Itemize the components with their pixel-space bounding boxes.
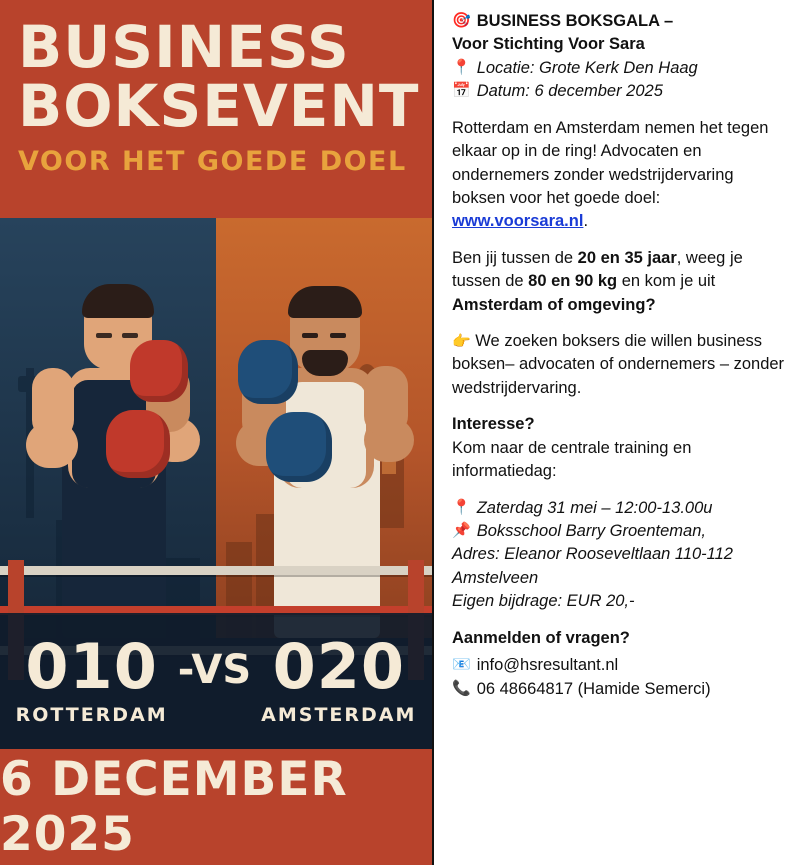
email-icon: 📧: [452, 656, 471, 674]
voorsara-link[interactable]: www.voorsara.nl: [452, 212, 584, 231]
poster-date-band: [0, 749, 432, 865]
contact-phone[interactable]: 06 48664817 (Hamide Semerci): [476, 679, 711, 698]
training-details-block: [452, 497, 786, 614]
criteria-pre: Ben jij tussen de: [452, 248, 578, 267]
rotterdam-score-block: [15, 630, 168, 726]
criteria-mid2: en kom je uit: [617, 272, 716, 291]
criteria-city: Amsterdam of omgeving: [452, 295, 646, 314]
pin-icon: 📍: [452, 58, 471, 76]
poster-scoreline: [0, 613, 432, 749]
event-description-panel: [432, 0, 800, 865]
criteria-paragraph: [452, 247, 786, 317]
seeking-paragraph: [452, 330, 786, 400]
amsterdam-number: 020: [272, 630, 405, 703]
rotterdam-city-label: ROTTERDAM: [15, 704, 168, 726]
phone-icon: 📞: [452, 679, 471, 697]
event-title-line2: Voor Stichting Voor Sara: [452, 35, 645, 54]
event-title-row: [452, 10, 786, 33]
phone-row: [452, 678, 786, 701]
contribution-fee: Eigen bijdrage: EUR 20,-: [452, 592, 635, 611]
amsterdam-score-block: [261, 630, 417, 726]
interest-text: Kom naar de centrale training en informatiedag:: [452, 438, 692, 481]
rotterdam-number: 010: [25, 630, 158, 703]
email-row: [452, 654, 786, 677]
versus-label: -VS: [177, 647, 252, 693]
criteria-weight: 80 en 90 kg: [528, 272, 618, 291]
training-time: Zaterdag 31 mei – 12:00-13.00u: [476, 498, 713, 517]
criteria-end: ?: [645, 295, 656, 314]
seeking-text: We zoeken boksers die willen business boksen– advocaten of ondernemers – zonder wedstrijdervaring.: [452, 332, 785, 397]
intro-text: Rotterdam en Amsterdam nemen het tegen elkaar op in de ring! Advocaten en ondernemers zonder wedstrijdervaring boksen voor het goede doel:: [452, 118, 769, 207]
training-time-row: [452, 497, 786, 520]
target-icon: 🎯: [452, 12, 471, 29]
training-place: Boksschool Barry Groenteman,: [476, 522, 706, 541]
criteria-age: 20 en 35 jaar: [577, 248, 677, 267]
contact-email[interactable]: info@hsresultant.nl: [476, 656, 619, 675]
calendar-icon: 📅: [452, 82, 471, 100]
pushpin-icon: 📌: [452, 522, 471, 540]
signup-block: [452, 627, 786, 701]
pin-icon: 📍: [452, 498, 471, 516]
event-heading-block: [452, 10, 786, 104]
event-date: Datum: 6 december 2025: [476, 82, 663, 101]
pointing-hand-icon: 👉: [452, 333, 471, 351]
training-address: Adres: Eleanor Rooseveltlaan 110-112 Amstelveen: [452, 545, 733, 587]
interest-block: [452, 413, 786, 483]
poster-title-line2: BOKSEVENT: [18, 72, 420, 141]
training-place-row: [452, 520, 786, 543]
event-date-row: [452, 80, 786, 103]
poster-subtitle: VOOR HET GOEDE DOEL: [18, 146, 407, 178]
signup-heading: Aanmelden of vragen?: [452, 628, 630, 647]
interest-heading: Interesse?: [452, 415, 535, 434]
amsterdam-city-label: AMSTERDAM: [261, 704, 417, 726]
intro-text-end: .: [583, 212, 589, 231]
intro-paragraph: [452, 117, 786, 234]
poster-header: [0, 0, 432, 218]
poster-date: 6 DECEMBER 2025: [0, 752, 348, 862]
event-title-line1: BUSINESS BOKSGALA –: [476, 12, 674, 30]
criteria-mid: , weeg je tussen de: [452, 248, 743, 291]
event-location-row: [452, 57, 786, 80]
poster-title-line1: BUSINESS: [18, 13, 350, 81]
event-location: Locatie: Grote Kerk Den Haag: [476, 58, 698, 77]
